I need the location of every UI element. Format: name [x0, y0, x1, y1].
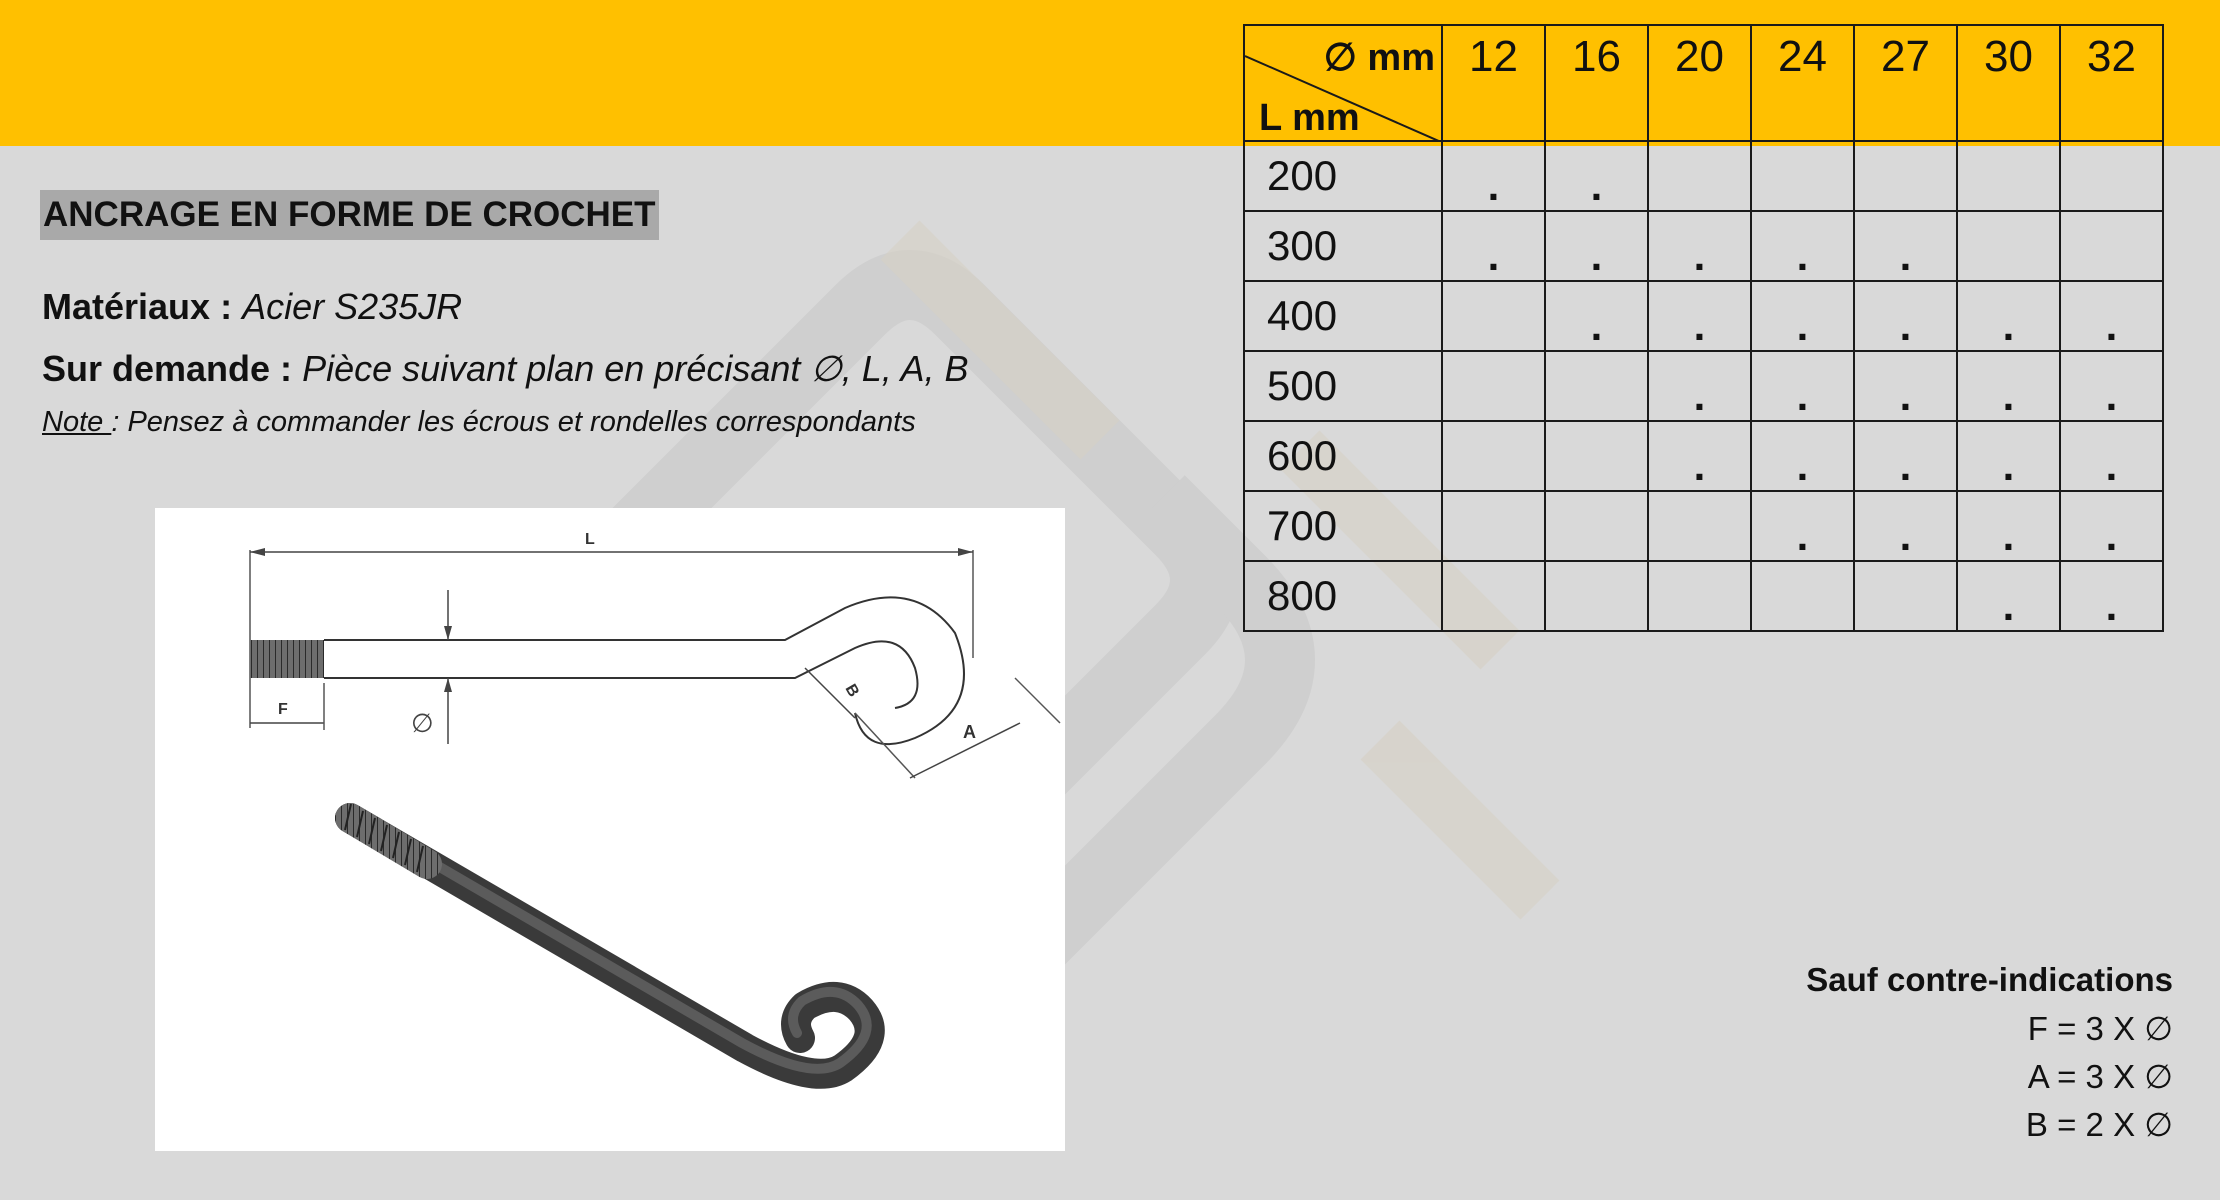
table-row — [1244, 211, 2163, 281]
availability-cell: . — [1545, 141, 1648, 211]
availability-cell — [1442, 351, 1545, 421]
availability-cell — [1648, 141, 1751, 211]
notes-line-A: A = 3 X ∅ — [2027, 1058, 2173, 1095]
diameter-col-header: 27 — [1854, 25, 1957, 141]
dimension-table — [1243, 24, 2164, 632]
notes-line-B: B = 2 X ∅ — [2025, 1106, 2173, 1143]
availability-cell — [1648, 561, 1751, 631]
availability-cell: . — [1442, 141, 1545, 211]
dim-A-label: A — [963, 722, 976, 742]
availability-cell: . — [1854, 491, 1957, 561]
availability-cell: . — [1957, 561, 2060, 631]
availability-cell — [1545, 491, 1648, 561]
diameter-col-header: 30 — [1957, 25, 2060, 141]
table-row — [1244, 281, 2163, 351]
availability-cell: . — [1957, 491, 2060, 561]
availability-cell: . — [1545, 211, 1648, 281]
dim-B-label: B — [841, 681, 863, 701]
diameter-col-header: 16 — [1545, 25, 1648, 141]
length-header: L mm — [1259, 97, 1360, 139]
availability-cell — [2060, 141, 2163, 211]
diameter-col-header: 32 — [2060, 25, 2163, 141]
availability-cell — [1545, 351, 1648, 421]
table-row — [1244, 351, 2163, 421]
availability-cell: . — [1648, 281, 1751, 351]
availability-cell: . — [1545, 281, 1648, 351]
length-row-label: 200 — [1244, 141, 1442, 211]
availability-cell: . — [1751, 421, 1854, 491]
availability-cell: . — [1751, 491, 1854, 561]
availability-cell: . — [1648, 211, 1751, 281]
availability-cell — [1442, 281, 1545, 351]
availability-cell — [1442, 491, 1545, 561]
on-demand-label: Sur demande : — [42, 348, 293, 389]
note-value: : Pensez à commander les écrous et rondelles correspondants — [111, 406, 916, 438]
hook-bolt-render — [345, 804, 870, 1074]
table-row — [1244, 561, 2163, 631]
hook-bolt-illustration — [155, 508, 1065, 1151]
dim-L-label: L — [585, 531, 595, 548]
availability-cell: . — [1854, 211, 1957, 281]
availability-cell: . — [1957, 351, 2060, 421]
length-row-label: 300 — [1244, 211, 1442, 281]
availability-cell: . — [2060, 421, 2163, 491]
availability-cell: . — [2060, 351, 2163, 421]
table-row — [1244, 491, 2163, 561]
diameter-col-header: 24 — [1751, 25, 1854, 141]
availability-cell: . — [1648, 421, 1751, 491]
notes-title: Sauf contre-indications — [1806, 961, 2173, 998]
length-row-label: 500 — [1244, 351, 1442, 421]
length-row-label: 800 — [1244, 561, 1442, 631]
product-image-panel — [155, 508, 1065, 1151]
availability-cell: . — [1854, 421, 1957, 491]
materials-value: Acier S235JR — [242, 286, 463, 327]
diameter-col-header: 20 — [1648, 25, 1751, 141]
diameter-header: ∅ mm — [1323, 37, 1435, 79]
availability-cell — [1854, 141, 1957, 211]
notes-line-F: F = 3 X ∅ — [2027, 1010, 2173, 1047]
materials-line — [42, 286, 462, 328]
availability-cell — [1751, 561, 1854, 631]
materials-label: Matériaux : — [42, 286, 233, 327]
availability-cell: . — [1751, 211, 1854, 281]
page-title: ANCRAGE EN FORME DE CROCHET — [40, 190, 659, 240]
on-demand-value: Pièce suivant plan en précisant ∅, L, A, B — [302, 348, 969, 389]
diameter-col-header: 12 — [1442, 25, 1545, 141]
default-dimensions-notes — [1806, 955, 2173, 1149]
availability-cell: . — [1751, 351, 1854, 421]
length-row-label: 600 — [1244, 421, 1442, 491]
availability-cell: . — [2060, 281, 2163, 351]
availability-cell: . — [1854, 351, 1957, 421]
availability-cell: . — [1957, 281, 2060, 351]
table-header-row — [1244, 25, 2163, 141]
availability-cell — [1854, 561, 1957, 631]
table-corner-cell — [1244, 25, 1442, 141]
dim-diameter-label: ∅ — [411, 708, 434, 738]
table-row — [1244, 421, 2163, 491]
availability-cell — [1545, 421, 1648, 491]
availability-cell — [1957, 211, 2060, 281]
availability-cell — [2060, 211, 2163, 281]
availability-cell — [1545, 561, 1648, 631]
table-row — [1244, 141, 2163, 211]
availability-cell — [1957, 141, 2060, 211]
availability-cell: . — [1751, 281, 1854, 351]
note-line — [42, 406, 916, 439]
availability-cell — [1442, 561, 1545, 631]
technical-drawing — [250, 531, 1060, 778]
availability-cell — [1751, 141, 1854, 211]
availability-cell — [1442, 421, 1545, 491]
on-demand-line — [42, 348, 968, 390]
dim-F-label: F — [278, 701, 288, 718]
note-label: Note — [42, 406, 112, 438]
length-row-label: 700 — [1244, 491, 1442, 561]
availability-cell — [1648, 491, 1751, 561]
availability-cell: . — [2060, 561, 2163, 631]
length-row-label: 400 — [1244, 281, 1442, 351]
availability-cell: . — [1648, 351, 1751, 421]
availability-cell: . — [1854, 281, 1957, 351]
availability-cell: . — [2060, 491, 2163, 561]
availability-cell: . — [1957, 421, 2060, 491]
availability-cell: . — [1442, 211, 1545, 281]
